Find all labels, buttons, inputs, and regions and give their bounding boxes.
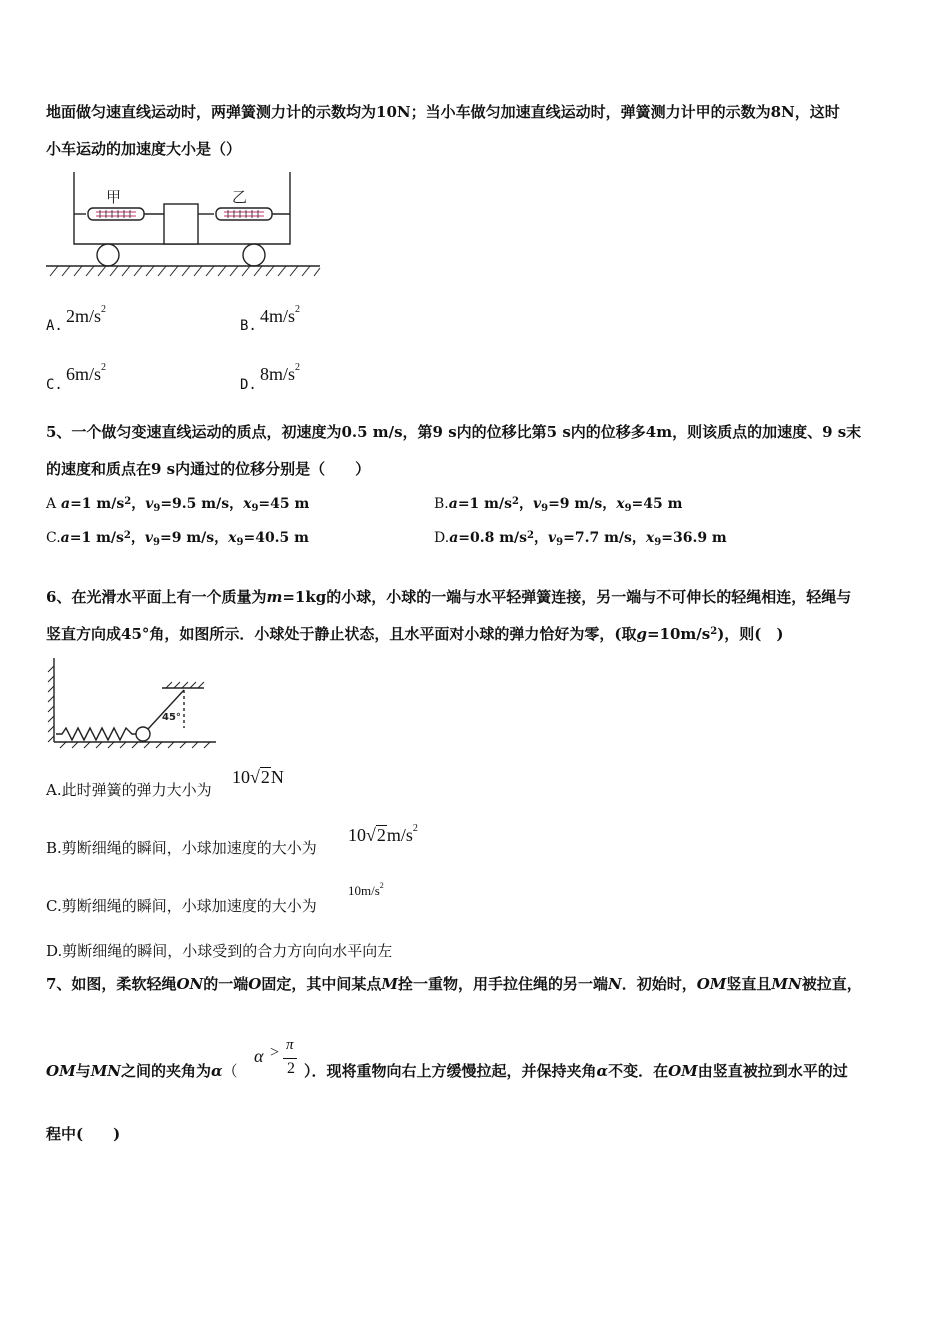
q5-option-b: B.a=1 $m/s^2$，$v_9=9$ m/s，$x_9=45$ m	[434, 496, 683, 514]
q4-option-b-label: B.	[240, 318, 257, 334]
spring-ball-rope-figure	[44, 656, 220, 752]
q5-option-a: A a=1 $m/s^2$，$v_9=9.5$ m/s，$x_9=45$ m	[46, 496, 310, 514]
label-jia: 甲	[106, 188, 122, 206]
label-yi: 乙	[232, 188, 248, 206]
q7-alpha-condition: α > π 2	[254, 1037, 295, 1077]
q4-line2: 小车运动的加速度大小是（）	[46, 140, 242, 158]
q5-option-c: C.a=1 $m/s^2$，$v_9=9$ m/s，$x_9=40.5$ m	[46, 530, 309, 548]
q6-option-b: B.剪断细绳的瞬间，小球加速度的大小为	[46, 839, 317, 857]
q7-line1: 7、如图，柔软轻绳ON的一端O固定，其中间某点M拴一重物，用手拉住绳的另一端N．初始时，OM竖直且MN被拉直，	[46, 975, 862, 993]
q6-line1: 6、在光滑水平面上有一个质量为m=1kg的小球，小球的一端与水平轻弹簧连接，另一端与不可伸长的轻绳相连，轻绳与	[46, 588, 852, 606]
q5-line1: 5、一个做匀变速直线运动的质点，初速度为0.5 m/s，第9 s内的位移比第5 s内的位移多4m，则该质点的加速度、9 s末	[46, 423, 862, 441]
q5-option-d: D.a=0.8 $m/s^2$，$v_9=7.7$ m/s，$x_9=36.9$ m	[434, 530, 727, 548]
q4-option-a-value: $2m/s^2$	[66, 304, 107, 326]
q6-option-a-value: 10√2N	[232, 767, 284, 787]
q4-option-c-label: C.	[46, 377, 63, 393]
q6-option-a: A.此时弹簧的弹力大小为	[46, 781, 212, 799]
q7-line2-start: OM与MN之间的夹角为α（	[46, 1062, 238, 1080]
q6-option-d: D.剪断细绳的瞬间，小球受到的合力方向向水平向左	[46, 942, 393, 960]
q6-option-b-value: $10√2m/s^2$	[348, 823, 418, 845]
q4-option-d-value: $8m/s^2$	[260, 362, 301, 384]
q6-line2: 竖直方向成45°角，如图所示．小球处于静止状态，且水平面对小球的弹力恰好为零，(取$g=10m/s^2$)，则( )	[46, 625, 784, 643]
q4-option-a-label: A.	[46, 318, 63, 334]
q5-line2: 的速度和质点在9 s内通过的位移分别是（ ）	[46, 460, 371, 478]
q4-line1: 地面做匀速直线运动时，两弹簧测力计的示数均为10N；当小车做匀加速直线运动时，弹簧测力计甲的示数为8N，这时	[46, 103, 840, 121]
q4-option-c-value: $6m/s^2$	[66, 362, 107, 384]
q4-option-d-label: D.	[240, 377, 257, 393]
angle-label: 45°	[162, 712, 181, 723]
q4-option-b-value: $4m/s^2$	[260, 304, 301, 326]
cart-spring-figure	[44, 168, 324, 280]
q7-line3: 程中( )	[46, 1125, 121, 1143]
q6-option-c-value: $10m/s^2$	[348, 881, 384, 898]
q6-option-c: C.剪断细绳的瞬间，小球加速度的大小为	[46, 897, 317, 915]
q7-line2-end: ）．现将重物向右上方缓慢拉起，并保持夹角α不变．在OM由竖直被拉到水平的过	[304, 1062, 848, 1080]
